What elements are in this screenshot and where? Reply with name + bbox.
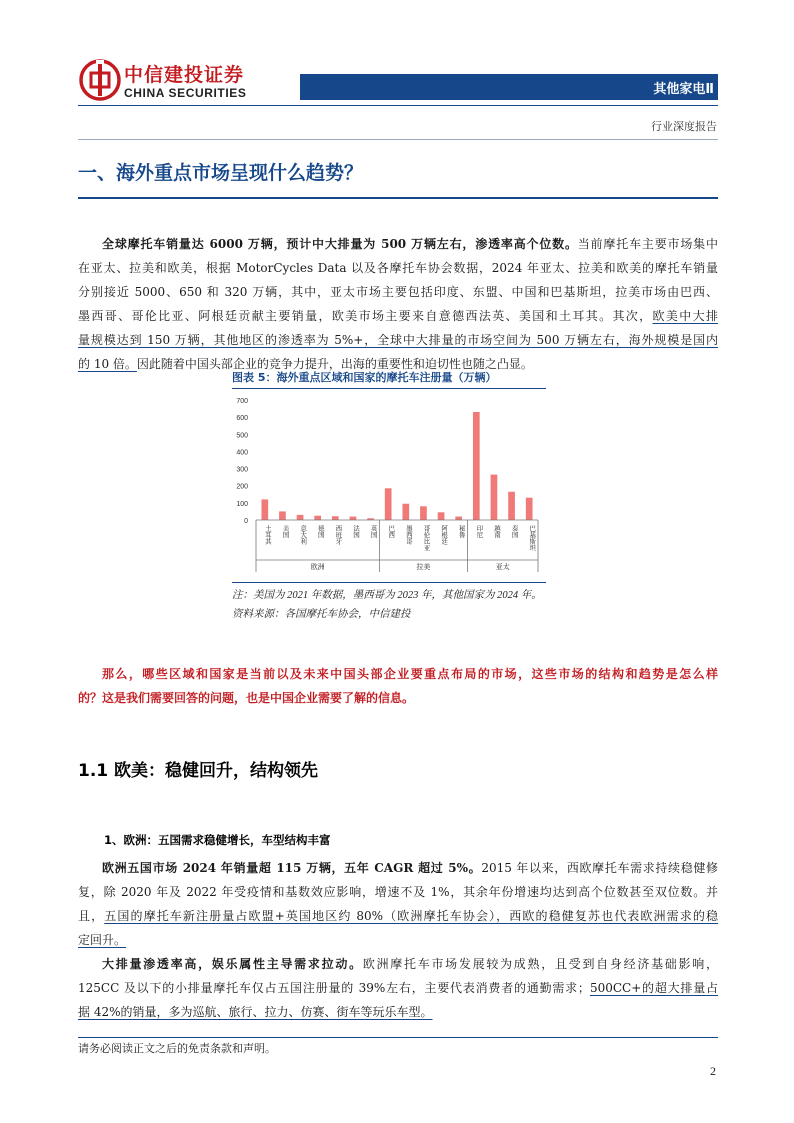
paragraph-text: 当前摩托车主要市场集中 (577, 237, 718, 251)
key-finding: 大排量渗透率高，娱乐属性主导需求拉动。 (102, 957, 363, 971)
x-tick-label: 美国 (281, 525, 290, 538)
y-tick-label: 0 (244, 518, 248, 525)
figure-bottom-rule (232, 582, 546, 583)
x-tick-label: 巴西 (387, 525, 396, 538)
brand-name-cn: 中信建投证券 (124, 64, 245, 86)
y-tick-label: 200 (236, 483, 248, 491)
x-tick-label: 哥伦比亚 (422, 525, 431, 551)
x-tick-label: 秘鲁 (457, 525, 466, 538)
brand-name-en: CHINA SECURITIES (124, 86, 247, 100)
underlined-text: 欧美中大排 (652, 309, 718, 323)
question-paragraph (78, 662, 718, 710)
paragraph-line: 在亚太、拉美和欧美，根据 MotorCycles Data 以及各摩托车协会数据，2024 年亚太、拉美和欧美的摩托车销量 (78, 261, 718, 275)
subsection-title: 1.1 欧美：稳健回升，结构领先 (78, 761, 319, 781)
x-tick-label: 印尼 (475, 525, 484, 538)
header-divider (78, 105, 718, 106)
x-tick-label: 西班牙 (334, 525, 343, 545)
header-banner (300, 74, 718, 100)
bar-意大利 (297, 515, 304, 520)
paragraph-text: 欧洲摩托车市场发展较为成熟，且受到自身经济基础影响， (362, 957, 718, 971)
paragraph-line (78, 304, 718, 328)
paragraph-line: 的？这是我们需要回答的问题，也是中国企业需要了解的信息。 (78, 691, 415, 705)
group-label: 亚太 (495, 563, 510, 571)
y-tick-label: 500 (236, 432, 248, 440)
bar-德国 (314, 516, 321, 520)
x-tick-label: 德国 (316, 525, 325, 538)
report-type: 行业深度报告 (651, 120, 717, 133)
paragraph-line: 分别接近 5000、650 和 320 万辆，其中，亚太市场主要包括印度、东盟、中国和巴基斯坦，拉美市场由巴西、 (78, 285, 718, 299)
bar-泰国 (508, 492, 515, 520)
y-tick-label: 600 (236, 415, 248, 423)
figure-title: 图表 5：海外重点区域和国家的摩托车注册量（万辆） (232, 371, 497, 384)
x-tick-label: 英国 (369, 525, 378, 538)
paragraph-line (78, 952, 718, 976)
intro-paragraph (78, 232, 718, 376)
bar-哥伦比亚 (420, 506, 427, 520)
bar-美国 (279, 511, 286, 520)
figure-note: 注：美国为 2021 年数据，墨西哥为 2023 年，其他国家为 2024 年。 (232, 590, 542, 601)
x-tick-label: 意大利 (299, 525, 308, 545)
paragraph-line (78, 328, 718, 352)
paragraph-text: 因此随着中国头部企业的竞争力提升，出海的重要性和迫切性也随之凸显。 (136, 357, 533, 371)
paragraph-line (78, 904, 718, 928)
x-tick-label: 巴基斯坦 (528, 525, 537, 551)
x-tick-label: 阿根廷 (440, 525, 449, 545)
underlined-text: 500CC+的超大排量占 (589, 981, 718, 995)
underlined-text: 量规模达到 150 万辆，其他地区的渗透率为 5%+，全球中大排量的市场空间为 500 万辆左右，海外规模是国内 (78, 333, 718, 347)
bar-西班牙 (332, 516, 339, 520)
paragraph-text: 125CC 及以下的小排量摩托车仅占五国注册量的 39%左右，主要代表消费者的通勤需求； (78, 981, 590, 995)
bar-越南 (491, 475, 498, 520)
figure-top-rule (232, 388, 546, 389)
sector-tag: 其他家电Ⅱ (653, 82, 714, 97)
underlined-text: 据 42%的销量，多为巡航、旅行、拉力、仿赛、街车等玩乐车型。 (78, 1005, 433, 1019)
y-tick-label: 700 (236, 398, 248, 405)
report-type-divider (78, 139, 718, 140)
paragraph-line (78, 856, 718, 880)
displacement-paragraph (78, 952, 718, 1024)
sub-heading-europe: 1、欧洲：五国需求稳健增长，车型结构丰富 (104, 833, 331, 847)
paragraph-text: 2015 年以来，西欧摩托车需求持续稳健修 (481, 861, 718, 875)
section-title: 一、海外重点市场呈现什么趋势？ (78, 162, 364, 184)
registration-bar-chart (232, 390, 546, 580)
y-tick-label: 300 (236, 466, 248, 474)
x-tick-label: 法国 (351, 525, 360, 538)
bar-巴西 (385, 488, 392, 520)
paragraph-line: 那么，哪些区域和国家是当前以及未来中国头部企业要重点布局的市场，这些市场的结构和趋势是怎么样 (102, 667, 718, 681)
underlined-text: 定回升。 (78, 933, 127, 947)
citic-logo-icon (78, 58, 122, 102)
section-title-underline (78, 197, 718, 199)
x-tick-label: 土耳其 (263, 525, 272, 545)
bar-巴基斯坦 (526, 498, 533, 520)
paragraph-line (78, 976, 718, 1000)
y-tick-label: 400 (236, 449, 248, 457)
bar-法国 (350, 517, 357, 520)
underlined-text: 五国的摩托车新注册量占欧盟+英国地区约 80%（欧洲摩托车协会），西欧的稳健复苏也代表欧洲需求的稳 (104, 909, 718, 923)
bar-阿根廷 (438, 512, 445, 520)
footer-divider (78, 1037, 718, 1038)
group-label: 拉美 (416, 563, 431, 571)
key-finding: 全球摩托车销量达 6000 万辆，预计中大排量为 500 万辆左右，渗透率高个位数。 (102, 237, 578, 251)
group-label: 欧洲 (310, 563, 325, 571)
figure-source: 资料来源：各国摩托车协会，中信建投 (232, 609, 411, 620)
paragraph-line: 复，除 2020 年及 2022 年受疫情和基数效应影响，增速不及 1%，其余年份增速均达到高个位数甚至双位数。并 (78, 885, 718, 899)
y-tick-label: 100 (236, 500, 248, 508)
x-tick-label: 墨西哥 (404, 525, 413, 545)
paragraph-line (78, 928, 718, 952)
underlined-text: 的 10 倍。 (78, 357, 137, 371)
x-tick-label: 越南 (492, 525, 501, 538)
paragraph-line (78, 1000, 718, 1024)
page-number: 2 (710, 1064, 716, 1078)
paragraph-text: 且， (78, 909, 105, 923)
bar-土耳其 (261, 499, 268, 520)
bar-墨西哥 (402, 504, 409, 520)
disclaimer: 请务必阅读正文之后的免责条款和声明。 (78, 1042, 276, 1055)
paragraph-text: 墨西哥、哥伦比亚、阿根廷贡献主要销量，欧美市场主要来自意德西法英、美国和土耳其。其次， (78, 309, 653, 323)
bar-印尼 (473, 412, 480, 520)
bar-秘鲁 (455, 517, 462, 520)
europe-paragraph (78, 856, 718, 952)
key-finding: 欧洲五国市场 2024 年销量超 115 万辆，五年 CAGR 超过 5%。 (102, 861, 482, 875)
x-tick-label: 泰国 (510, 525, 519, 538)
paragraph-line (78, 232, 718, 256)
